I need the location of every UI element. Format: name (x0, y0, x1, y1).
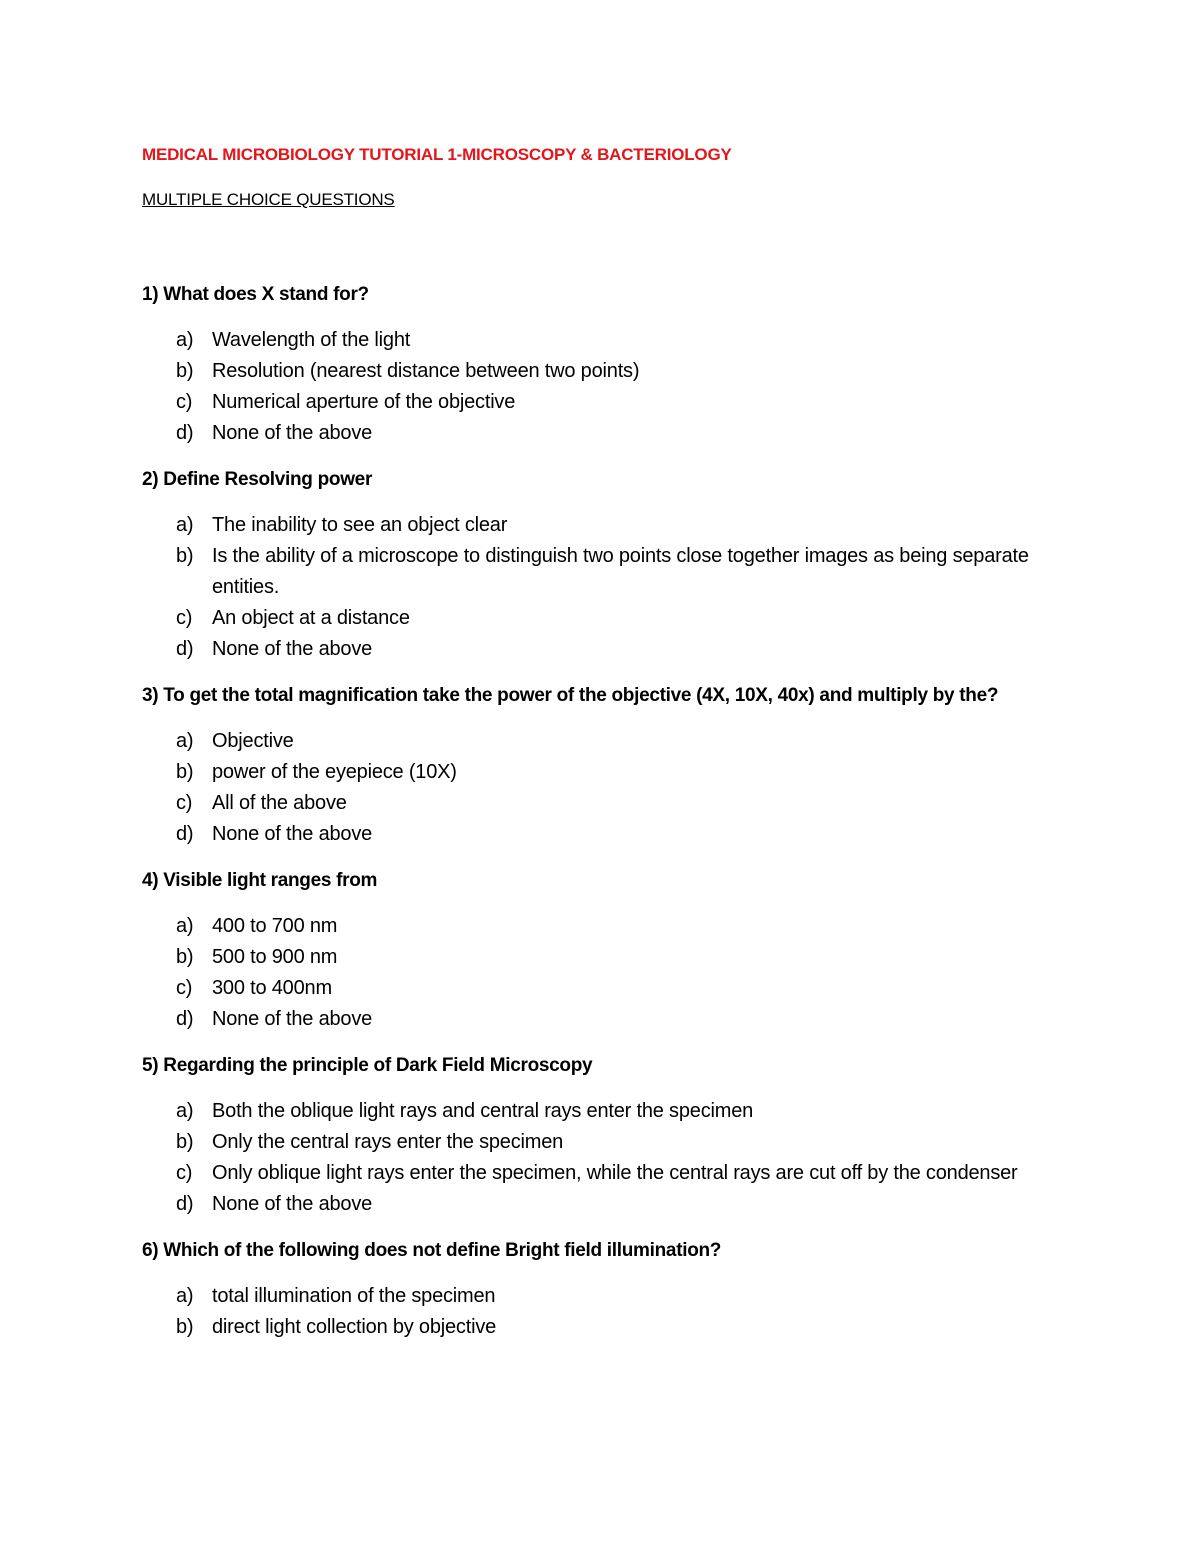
option-letter: d) (176, 422, 194, 444)
option-item (142, 603, 1042, 634)
question-6 (142, 1235, 1042, 1343)
question-5 (142, 1050, 1042, 1220)
option-letter: a) (176, 329, 194, 351)
option-letter: d) (176, 1193, 194, 1215)
option-letter: a) (176, 915, 194, 937)
option-letter: b) (176, 761, 194, 783)
option-letter: b) (176, 1316, 194, 1338)
option-letter: b) (176, 360, 194, 382)
option-letter: c) (176, 792, 193, 814)
option-letter: c) (176, 607, 193, 629)
option-letter: c) (176, 391, 193, 413)
option-item (142, 510, 1042, 541)
question-text: 4) Visible light ranges from (142, 870, 378, 891)
option-text: None of the above (212, 823, 373, 845)
option-item (142, 541, 1042, 603)
option-text: None of the above (212, 422, 373, 444)
question-3 (142, 680, 1042, 850)
option-letter: a) (176, 514, 194, 536)
option-item (142, 757, 1042, 788)
question-text: 1) What does X stand for? (142, 284, 369, 305)
option-list (142, 325, 1042, 449)
option-letter: c) (176, 977, 193, 999)
option-text: None of the above (212, 638, 373, 660)
option-item (142, 1281, 1042, 1312)
question-list (142, 279, 1042, 1358)
question-text: 6) Which of the following does not define Bright field illumination? (142, 1240, 722, 1261)
option-item (142, 325, 1042, 356)
option-text: Wavelength of the light (212, 329, 411, 351)
option-text: Objective (212, 730, 294, 752)
option-item (142, 788, 1042, 819)
option-letter: d) (176, 638, 194, 660)
option-text: power of the eyepiece (10X) (212, 761, 457, 783)
option-item (142, 819, 1042, 850)
option-text: total illumination of the specimen (212, 1285, 496, 1307)
option-letter: b) (176, 1131, 194, 1153)
option-item (142, 1127, 1042, 1158)
option-text: An object at a distance (212, 607, 410, 629)
option-list (142, 726, 1042, 850)
option-text: All of the above (212, 792, 347, 814)
option-text: Numerical aperture of the objective (212, 391, 516, 413)
option-letter: b) (176, 946, 194, 968)
option-letter: b) (176, 545, 194, 567)
option-text: 400 to 700 nm (212, 915, 338, 937)
option-text: Both the oblique light rays and central rays enter the specimen (212, 1100, 754, 1122)
option-text: Only oblique light rays enter the specimen, while the central rays are cut off by the condenser (212, 1162, 1018, 1184)
option-item (142, 911, 1042, 942)
option-item (142, 634, 1042, 665)
option-text: 300 to 400nm (212, 977, 332, 999)
question-2 (142, 464, 1042, 665)
option-list (142, 1281, 1042, 1343)
option-item (142, 387, 1042, 418)
option-letter: a) (176, 1285, 194, 1307)
question-4 (142, 865, 1042, 1035)
option-letter: c) (176, 1162, 193, 1184)
option-item (142, 1096, 1042, 1127)
option-letter: a) (176, 1100, 194, 1122)
option-item (142, 1004, 1042, 1035)
question-text: 2) Define Resolving power (142, 469, 373, 490)
question-text: 3) To get the total magnification take the power of the objective (4X, 10X, 40x) and multiply by the? (142, 685, 999, 706)
option-item (142, 1189, 1042, 1220)
option-text: Resolution (nearest distance between two points) (212, 360, 640, 382)
section-heading: MULTIPLE CHOICE QUESTIONS (142, 190, 395, 209)
option-item (142, 1312, 1042, 1343)
document-title: MEDICAL MICROBIOLOGY TUTORIAL 1-MICROSCOPY & BACTERIOLOGY (142, 145, 732, 164)
option-text: direct light collection by objective (212, 1316, 497, 1338)
option-text: None of the above (212, 1008, 373, 1030)
option-item (142, 726, 1042, 757)
option-item (142, 942, 1042, 973)
option-text: Only the central rays enter the specimen (212, 1131, 564, 1153)
option-item (142, 973, 1042, 1004)
option-text: Is the ability of a microscope to distinguish two points close together images as being separate entities. (212, 545, 1029, 598)
option-text: None of the above (212, 1193, 373, 1215)
option-letter: d) (176, 823, 194, 845)
option-text: 500 to 900 nm (212, 946, 338, 968)
option-letter: a) (176, 730, 194, 752)
option-list (142, 911, 1042, 1035)
option-list (142, 510, 1042, 665)
option-text: The inability to see an object clear (212, 514, 508, 536)
option-item (142, 1158, 1042, 1189)
question-text: 5) Regarding the principle of Dark Field Microscopy (142, 1055, 593, 1076)
option-item (142, 418, 1042, 449)
option-letter: d) (176, 1008, 194, 1030)
option-item (142, 356, 1042, 387)
question-1 (142, 279, 1042, 449)
option-list (142, 1096, 1042, 1220)
